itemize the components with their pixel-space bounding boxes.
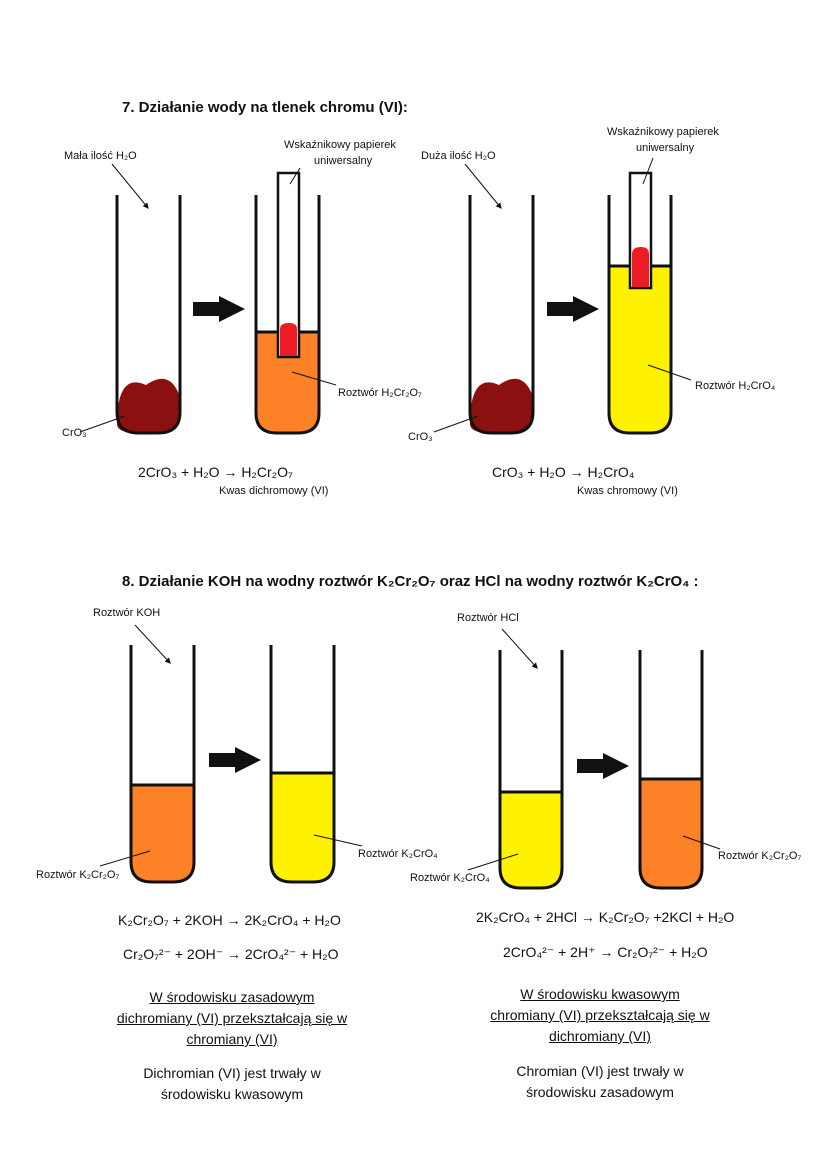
- note-basic-conversion: W środowisku zasadowym dichromiany (VI) przekształcają się w chromiany (VI): [116, 989, 348, 1047]
- reaction-arrow-7-right: [547, 296, 599, 322]
- cro3-solid: [470, 379, 533, 433]
- label-hcl: Roztwór HCl: [457, 612, 519, 624]
- label-k2cro4-end: Roztwór K₂CrO₄: [358, 848, 438, 860]
- note-dichromate-stable: Dichromian (VI) jest trwały w środowisku kwasowym: [143, 1065, 321, 1102]
- equation-hcl-ionic: 2CrO₄²⁻ + 2H⁺ → Cr₂O₇²⁻ + H₂O: [503, 944, 708, 960]
- section-8-heading: 8. Działanie KOH na wodny roztwór K₂Cr₂O₇ oraz HCl na wodny roztwór K₂CrO₄ :: [122, 573, 699, 590]
- note-acidic-conversion: W środowisku kwasowym chromiany (VI) przekształcają się w dichromiany (VI): [490, 986, 710, 1044]
- tube-h2cr2o7: [256, 173, 319, 433]
- indicator-paper-red: [632, 247, 649, 287]
- label-koh: Roztwór KOH: [93, 607, 161, 619]
- tube-k2cr2o7-start: [131, 645, 194, 882]
- label-indicator-left-2: uniwersalny: [314, 155, 373, 167]
- equation-koh-ionic: Cr₂O₇²⁻ + 2OH⁻ → 2CrO₄²⁻ + H₂O: [123, 946, 339, 962]
- cro3-solid: [117, 379, 180, 433]
- pointer-arrow-hcl: [502, 629, 537, 668]
- label-small-water: Mała ilość H₂O: [64, 150, 137, 162]
- label-indicator-left-1: Wskaźnikowy papierek: [284, 139, 396, 151]
- label-indicator-right-1: Wskaźnikowy papierek: [607, 126, 719, 138]
- section-7-heading: 7. Działanie wody na tlenek chromu (VI):: [122, 99, 408, 116]
- label-k2cr2o7-start: Roztwór K₂Cr₂O₇: [36, 869, 120, 881]
- tube-k2cr2o7-end: [640, 650, 702, 888]
- reaction-arrow-7-left: [193, 296, 245, 322]
- h2cro4-solution: [609, 266, 671, 433]
- product-name-left: Kwas dichromowy (VI): [219, 485, 329, 497]
- label-indicator-right-2: uniwersalny: [636, 142, 695, 154]
- indicator-paper-red: [280, 323, 297, 356]
- reaction-arrow-8-right: [577, 753, 629, 779]
- note-chromate-stable: Chromian (VI) jest trwały w środowisku zasadowym: [516, 1063, 684, 1100]
- pointer-arrow-koh: [135, 625, 170, 663]
- label-h2cro4: Roztwór H₂CrO₄: [695, 380, 776, 392]
- tube-cro3-large-water: [470, 195, 533, 433]
- tube-k2cro4-start: [500, 650, 562, 888]
- label-k2cr2o7-end: Roztwór K₂Cr₂O₇: [718, 850, 802, 862]
- equation-koh-molecular: K₂Cr₂O₇ + 2KOH → 2K₂CrO₄ + H₂O: [118, 912, 341, 928]
- label-large-water: Duża ilość H₂O: [421, 150, 496, 162]
- label-cro3-right: CrO₃: [408, 431, 433, 443]
- tube-h2cro4: [609, 173, 671, 433]
- label-k2cro4-start: Roztwór K₂CrO₄: [410, 872, 490, 884]
- reaction-arrow-8-left: [209, 747, 261, 773]
- product-name-right: Kwas chromowy (VI): [577, 485, 678, 497]
- equation-h2cr2o7: 2CrO₃ + H₂O → H₂Cr₂O₇: [138, 464, 293, 480]
- tube-cro3-small-water: [117, 195, 180, 433]
- tube-k2cro4-end: [271, 645, 334, 882]
- equation-hcl-molecular: 2K₂CrO₄ + 2HCl → K₂Cr₂O₇ +2KCl + H₂O: [476, 909, 735, 925]
- equation-h2cro4: CrO₃ + H₂O → H₂CrO₄: [492, 464, 635, 480]
- label-cro3-left: CrO₃: [62, 427, 87, 439]
- label-h2cr2o7: Roztwór H₂Cr₂O₇: [338, 387, 422, 399]
